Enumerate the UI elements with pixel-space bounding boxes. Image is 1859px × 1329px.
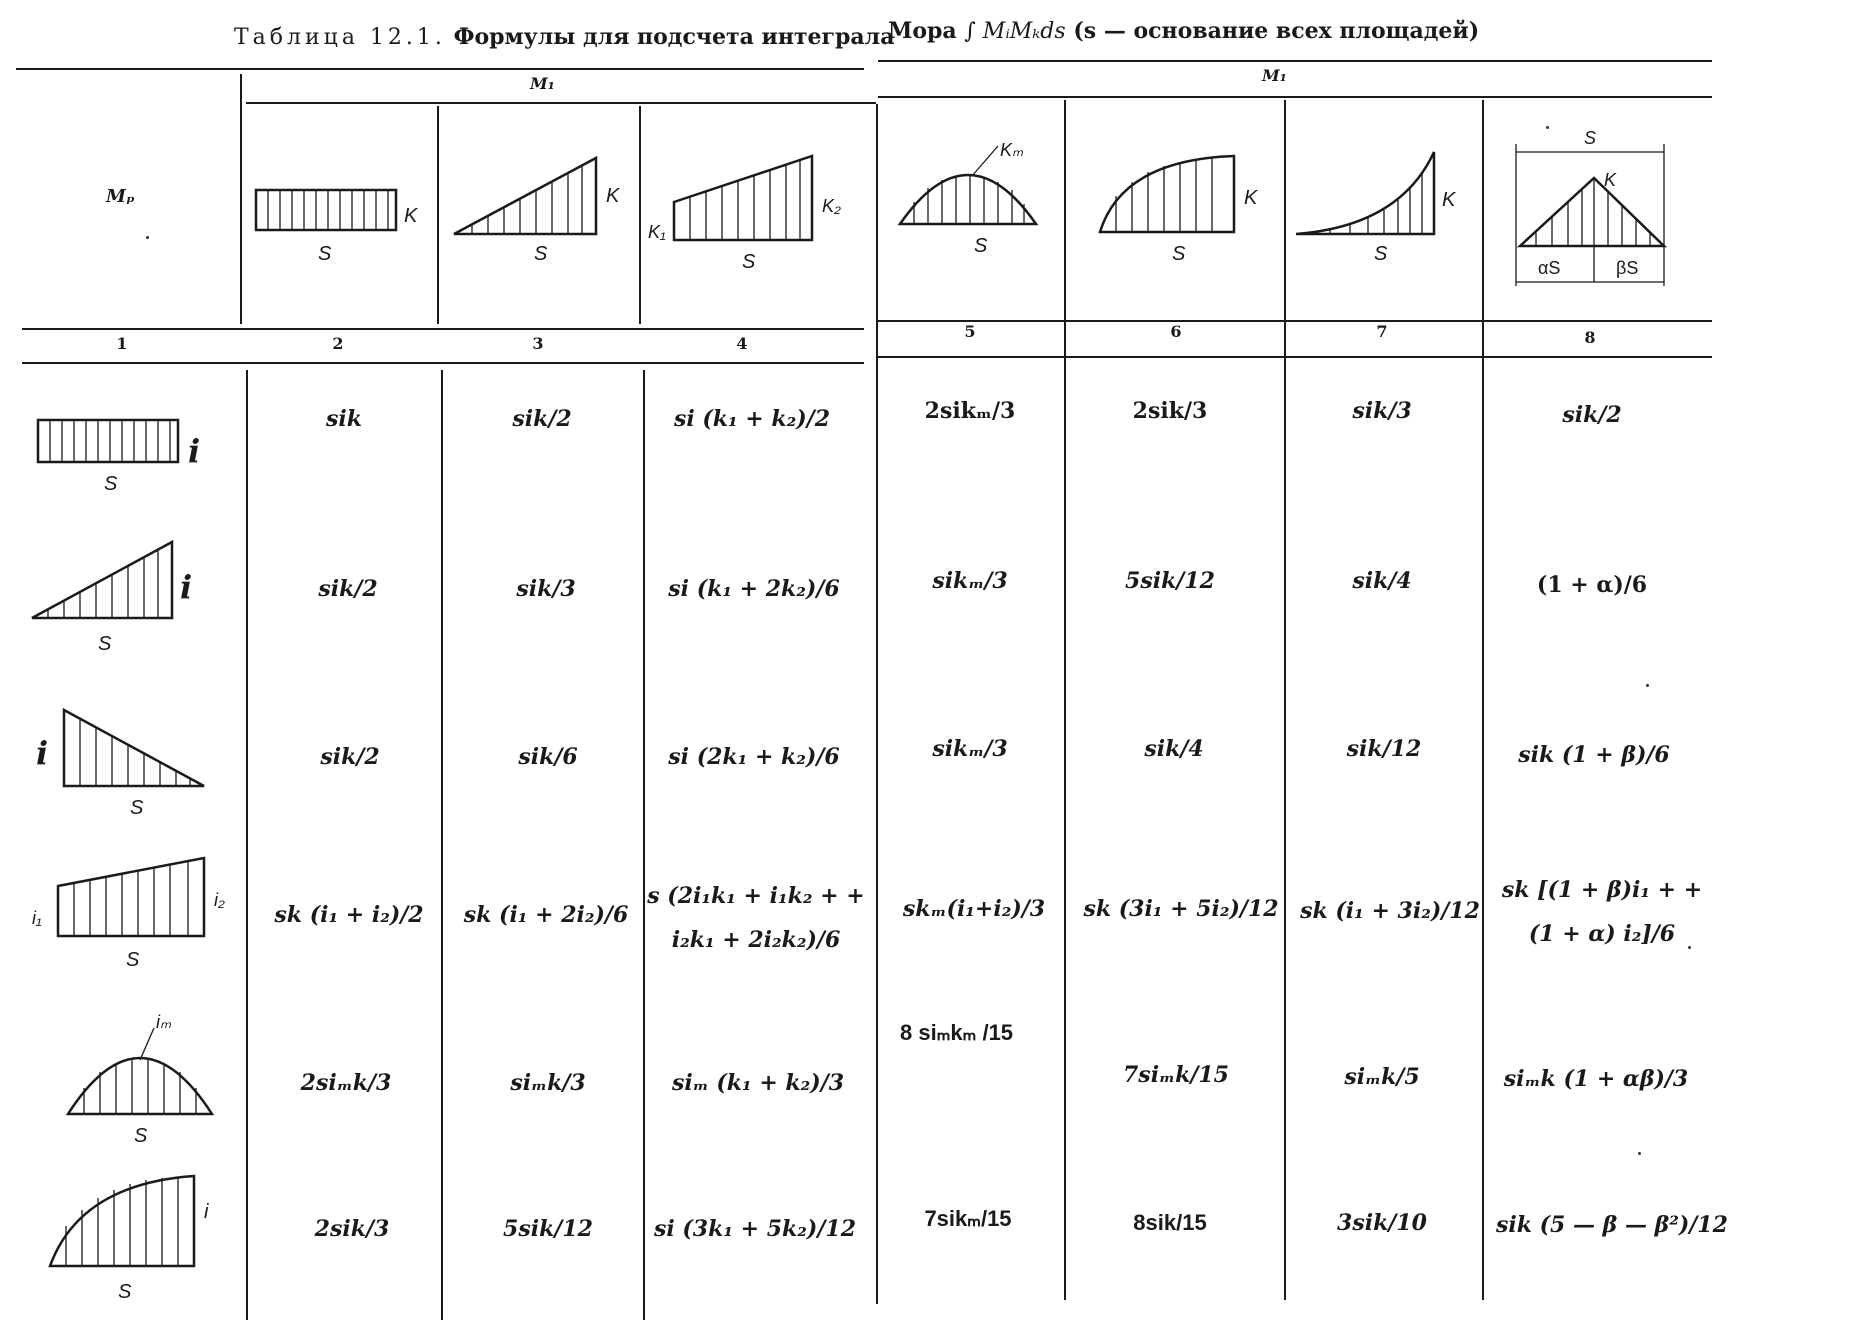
svg-text:S: S (534, 243, 548, 265)
svg-text:iₘ: iₘ (156, 1012, 172, 1032)
row-diagram-semi-parabola (56, 1010, 226, 1150)
table-title-text: Формулы для подсчета интеграла (453, 24, 895, 50)
svg-text:S: S (1172, 243, 1186, 265)
col-divider-6 (1284, 100, 1286, 1300)
column-number-4: 4 (736, 334, 748, 353)
row-diagram-triangle-rising (26, 530, 216, 660)
row-diagram-convex-parabola (40, 1170, 230, 1310)
cell-r2-c5: sikₘ/3 (932, 568, 1008, 594)
cell-r1-c8: sik/2 (1562, 402, 1622, 428)
cell-r5-c5: 8 siₘkₘ /15 (900, 1020, 1014, 1045)
cell-r2-c2: sik/2 (318, 576, 378, 602)
svg-text:i: i (36, 734, 49, 772)
svg-text:S: S (130, 797, 144, 819)
cell-r5-c6: 7siₘk/15 (1123, 1062, 1229, 1088)
title-note: (s — основание всех площадей) (1073, 18, 1480, 44)
cell-r5-c8: siₘk (1 + αβ)/3 (1503, 1066, 1689, 1092)
cell-r1-c2: sik (326, 406, 362, 432)
cell-r3-c7: sik/12 (1346, 736, 1422, 762)
rule-top-right (878, 60, 1712, 62)
cell-r1-c3: sik/2 (512, 406, 572, 432)
cell-r5-c4: siₘ (k₁ + k₂)/3 (671, 1070, 845, 1096)
row-diagram-triangle-falling (34, 700, 224, 820)
cell-r1-c7: sik/3 (1352, 398, 1412, 424)
rule-m1-left (246, 102, 876, 104)
rule-numbers-left (22, 362, 864, 364)
svg-text:i: i (180, 568, 193, 606)
cell-r1-c5: 2sikₘ/3 (924, 398, 1016, 424)
m1-label-left: M₁ (530, 74, 555, 93)
row-diagram-rectangle (30, 410, 220, 500)
svg-text:βS: βS (1616, 258, 1639, 278)
cell-r5-c3: siₘk/3 (510, 1070, 586, 1096)
m1-label-right: M₁ (1262, 66, 1287, 85)
cell-r3-c3: sik/6 (518, 744, 578, 770)
cell-r4-c8: sk [(1 + β)i₁ + + (1 + α) i₂]/6 (1501, 877, 1703, 947)
cell-r1-c4: si (k₁ + k₂)/2 (673, 406, 831, 432)
svg-text:K: K (1442, 189, 1456, 211)
cell-r2-c3: sik/3 (516, 576, 576, 602)
svg-text:S: S (134, 1125, 148, 1147)
rule-header-left (22, 328, 864, 330)
svg-text:αS: αS (1538, 258, 1561, 278)
col-divider-7 (1482, 100, 1484, 1300)
cell-r6-c3: 5sik/12 (503, 1216, 593, 1242)
column-number-7: 7 (1376, 322, 1388, 341)
cell-r6-c2: 2sik/3 (314, 1216, 390, 1242)
svg-text:S: S (742, 251, 756, 273)
cell-r6-c5: 7sikₘ/15 (924, 1206, 1012, 1231)
column-number-1: 1 (116, 334, 128, 353)
svg-text:S: S (1374, 243, 1388, 265)
table-number: Таблица 12.1. (234, 25, 446, 50)
svg-text:i₂: i₂ (214, 890, 225, 910)
column-number-8: 8 (1584, 328, 1596, 347)
table-title-left (234, 24, 894, 50)
cell-r3-c5: sikₘ/3 (932, 736, 1008, 762)
header-diagram-trapezoid (646, 150, 866, 280)
col-divider-1 (240, 74, 242, 324)
mohr-integral: ∫ MᵢMₖds (964, 19, 1066, 44)
rule-header-right (878, 320, 1712, 322)
rule-top-left (16, 68, 864, 70)
cell-r6-c4: si (3k₁ + 5k₂)/12 (654, 1216, 856, 1242)
table-title-right (888, 18, 1479, 44)
cell-r4-c7: sk (i₁ + 3i₂)/12 (1300, 898, 1480, 924)
svg-text:K₁: K₁ (648, 222, 666, 242)
cell-r6-c7: 3sik/10 (1337, 1210, 1427, 1236)
svg-text:S: S (118, 1281, 132, 1303)
svg-text:S: S (1584, 128, 1597, 148)
svg-text:S: S (98, 633, 112, 655)
mp-label: Mₚ (106, 186, 135, 207)
column-number-6: 6 (1170, 322, 1182, 341)
svg-text:Kₘ: Kₘ (1000, 140, 1024, 160)
svg-text:S: S (318, 243, 332, 265)
header-diagram-triangle-apex (1500, 126, 1680, 296)
col-divider-3 (639, 106, 641, 324)
scan-speck (1688, 946, 1691, 949)
svg-text:i₁: i₁ (32, 908, 42, 928)
cell-r2-c6: 5sik/12 (1125, 568, 1215, 594)
header-diagram-triangle-rising (450, 150, 630, 270)
cell-r4-c3: sk (i₁ + 2i₂)/6 (463, 902, 629, 928)
svg-text:K: K (606, 185, 620, 207)
row-diagram-trapezoid (28, 850, 238, 980)
svg-text:i: i (204, 1201, 209, 1223)
cell-r5-c7: siₘk/5 (1344, 1064, 1420, 1090)
cell-r3-c4: si (2k₁ + k₂)/6 (668, 744, 840, 770)
svg-text:S: S (104, 473, 118, 495)
header-diagram-semi-parabola (888, 132, 1058, 262)
svg-text:S: S (126, 949, 140, 971)
svg-text:K: K (404, 205, 418, 227)
scan-speck (1646, 684, 1649, 687)
cell-r4-c4: s (2i₁k₁ + i₁k₂ + + i₂k₁ + 2i₂k₂)/6 (647, 883, 865, 953)
col-divider-4 (876, 104, 878, 1304)
cell-r4-c5: skₘ(i₁+i₂)/3 (902, 896, 1046, 922)
header-diagram-convex-parabola (1092, 150, 1272, 270)
cell-r4-c2: sk (i₁ + i₂)/2 (274, 902, 424, 928)
col-divider-1-body (246, 370, 248, 1320)
svg-text:K: K (1244, 187, 1258, 209)
cell-r3-c6: sik/4 (1144, 736, 1204, 762)
cell-r2-c4: si (k₁ + 2k₂)/6 (668, 576, 840, 602)
column-number-3: 3 (532, 334, 544, 353)
cell-r3-c8: sik (1 + β)/6 (1518, 742, 1670, 768)
rule-m1-right (878, 96, 1712, 98)
rule-numbers-right (878, 356, 1712, 358)
svg-text:i: i (188, 432, 201, 470)
cell-r1-c6: 2sik/3 (1132, 398, 1208, 424)
svg-text:K₂: K₂ (822, 196, 841, 216)
cell-r5-c2: 2siₘk/3 (300, 1070, 392, 1096)
cell-r4-c6: sk (3i₁ + 5i₂)/12 (1083, 896, 1279, 922)
col-divider-2 (437, 106, 439, 324)
cell-r6-c8: sik (5 — β — β²)/12 (1496, 1212, 1728, 1238)
col-divider-5 (1064, 100, 1066, 1300)
svg-text:S: S (974, 235, 988, 257)
cell-r2-c7: sik/4 (1352, 568, 1412, 594)
col-divider-3-body (643, 370, 645, 1320)
col-divider-2-body (441, 370, 443, 1320)
scan-speck (146, 236, 149, 239)
cell-r2-c8: (1 + α)/6 (1536, 572, 1648, 598)
column-number-5: 5 (964, 322, 976, 341)
mohr-word: Мора (888, 18, 957, 44)
cell-r6-c6: 8sik/15 (1133, 1210, 1207, 1235)
scan-speck (1546, 126, 1549, 129)
svg-text:K: K (1604, 170, 1617, 190)
header-diagram-rectangle (252, 176, 432, 272)
scan-speck (1638, 1152, 1641, 1155)
cell-r3-c2: sik/2 (320, 744, 380, 770)
column-number-2: 2 (332, 334, 344, 353)
header-diagram-concave-parabola (1290, 146, 1470, 266)
